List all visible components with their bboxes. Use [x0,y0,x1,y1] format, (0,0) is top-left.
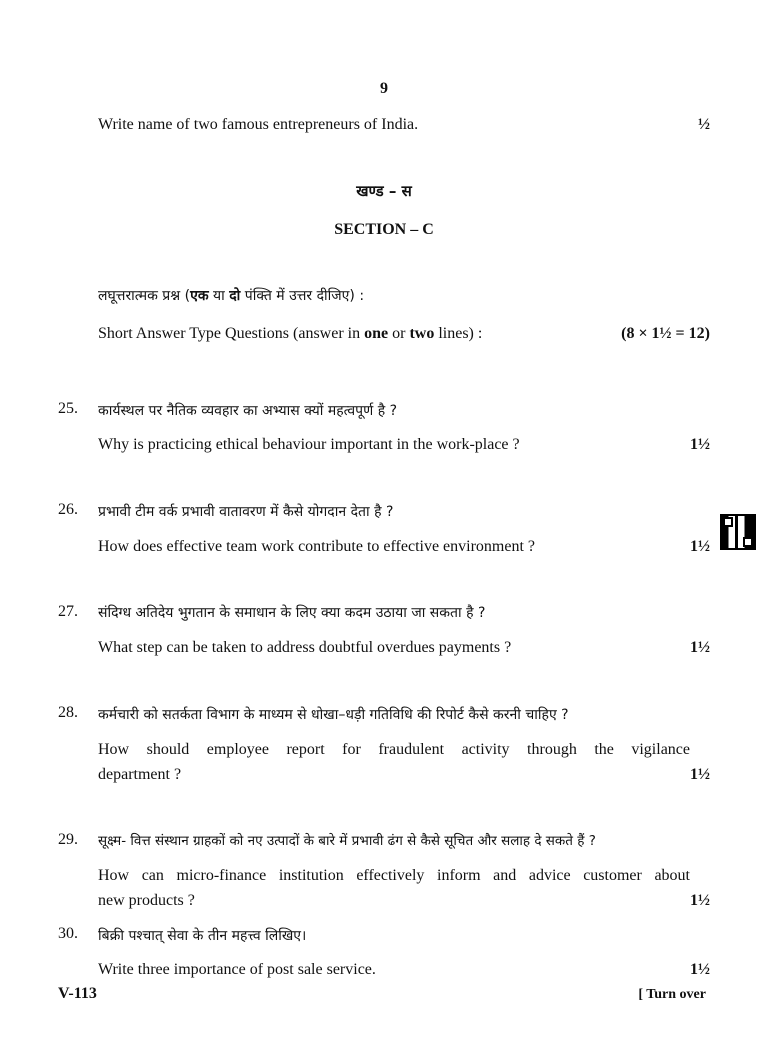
section-instruction-english: Short Answer Type Questions (answer in one or two lines) : [98,325,483,342]
question-prev-text: Write name of two famous entrepreneurs of India. [98,116,419,133]
question-number: 28. [58,704,78,721]
question-hindi: संदिग्ध अतिदेय भुगतान के समाधान के लिए क्या कदम उठाया जा सकता है ? [98,605,486,621]
turn-over-label: [ Turn over [638,987,706,1002]
question-english-line2: new products ? [98,892,195,909]
question-prev-marks: ½ [698,116,710,133]
section-hindi-title: खण्ड – स [356,182,412,200]
question-hindi: प्रभावी टीम वर्क प्रभावी वातावरण में कैसे योगदान देता है ? [98,504,394,520]
paper-code: V-113 [58,985,97,1002]
question-hindi: कार्यस्थल पर नैतिक व्यवहार का अभ्यास क्यों महत्वपूर्ण है ? [98,403,398,419]
question-marks: 1½ [690,892,710,909]
question-english: Write three importance of post sale service. [98,961,376,978]
question-english-line1: How should employee report for fraudulent activity through the vigilance [98,741,690,758]
qr-code-icon [720,514,756,550]
question-english: How does effective team work contribute to effective environment ? [98,538,536,555]
question-english-line2: department ? [98,766,182,783]
question-hindi: बिक्री पश्चात् सेवा के तीन महत्त्व लिखिए। [98,928,307,944]
question-english-line1: How can micro-finance institution effectively inform and advice customer about [98,867,690,884]
page-number: 9 [380,80,388,97]
question-hindi: सूक्ष्म- वित्त संस्थान ग्राहकों को नए उत्पादों के बारे में प्रभावी ढंग से कैसे सूचित और सलाह दे सकते हैं ? [98,833,596,849]
question-marks: 1½ [690,538,710,555]
question-number: 29. [58,831,78,848]
question-marks: 1½ [690,766,710,783]
question-number: 25. [58,400,78,417]
question-marks: 1½ [690,436,710,453]
question-english: Why is practicing ethical behaviour important in the work-place ? [98,436,520,453]
section-title: SECTION – C [334,221,434,238]
question-english: What step can be taken to address doubtful overdues payments ? [98,639,512,656]
section-marks: (8 × 1½ = 12) [621,325,710,342]
section-instruction-hindi: लघूत्तरात्मक प्रश्न (एक या दो पंक्ति में उत्तर दीजिए) : [98,288,365,304]
question-number: 27. [58,603,78,620]
question-number: 30. [58,925,78,942]
question-hindi: कर्मचारी को सतर्कता विभाग के माध्यम से धोखा–धड़ी गतिविधि की रिपोर्ट कैसे करनी चाहिए ? [98,707,569,723]
question-marks: 1½ [690,961,710,978]
question-number: 26. [58,501,78,518]
question-marks: 1½ [690,639,710,656]
